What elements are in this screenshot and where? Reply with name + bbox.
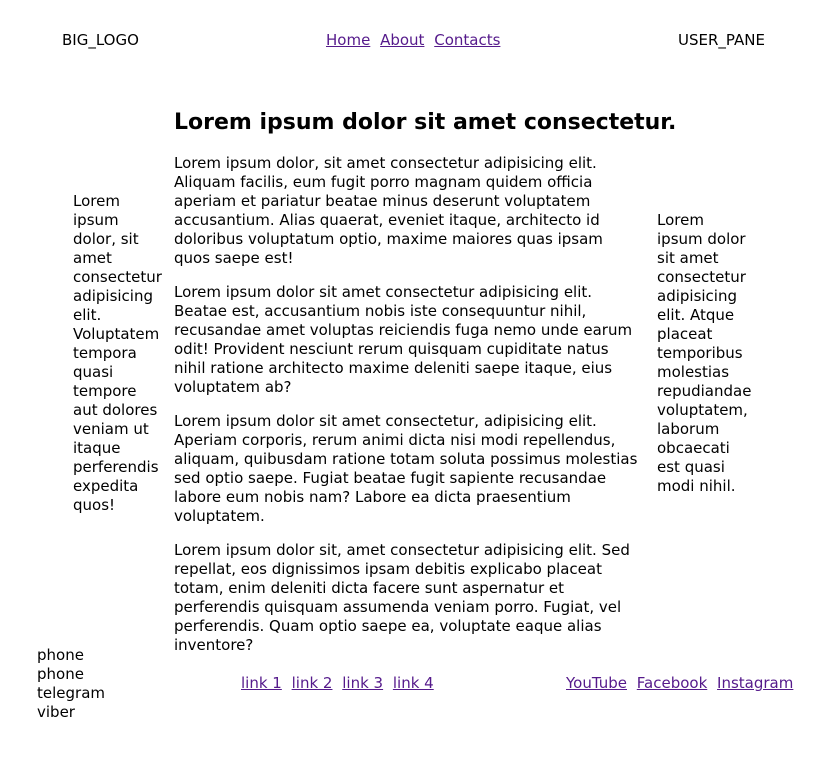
logo: BIG_LOGO bbox=[62, 31, 139, 49]
nav-link-home[interactable]: Home bbox=[326, 31, 371, 49]
main-content bbox=[174, 108, 677, 670]
social-link-youtube[interactable]: YouTube bbox=[566, 674, 627, 692]
contact-telegram: telegram bbox=[37, 684, 105, 702]
nav-link-about[interactable]: About bbox=[380, 31, 425, 49]
paragraph-2: Lorem ipsum dolor sit amet consectetur adipisicing elit. Beatae est, accusantium nobis iste consequuntur nihil, recusandae amet voluptas reiciendis fuga nemo unde earum odit! Provident nesciunt rerum quisquam cupiditate natus nihil ratione architecto maxime deleniti saepe itaque, eius voluptatem ab? bbox=[174, 283, 633, 396]
right-sidebar-text: Lorem ipsum dolor sit amet consectetur adipisicing elit. Atque placeat temporibus molestias repudiandae voluptatem, laborum obcaecati est quasi modi nihil. bbox=[657, 211, 752, 495]
user-pane[interactable]: USER_PANE bbox=[678, 31, 765, 49]
footer-link-3[interactable]: link 3 bbox=[342, 674, 384, 692]
page-title: Lorem ipsum dolor sit amet consectetur. bbox=[174, 110, 677, 135]
footer-link-2[interactable]: link 2 bbox=[291, 674, 333, 692]
social-links bbox=[566, 674, 793, 693]
contact-phone: phone bbox=[37, 646, 84, 664]
footer-contacts bbox=[37, 646, 105, 722]
paragraph-1: Lorem ipsum dolor, sit amet consectetur adipisicing elit. Aliquam facilis, eum fugit porro magnam quidem officia aperiam et pariatur beatae minus deserunt voluptatem accusantium. Alias quaerat, eveniet itaque, architecto id doloribus voluptatum optio, maxime maiores quas ipsam quos saepe est! bbox=[174, 154, 603, 267]
paragraph-4: Lorem ipsum dolor sit, amet consectetur adipisicing elit. Sed repellat, eos dignissimos ipsam debitis explicabo placeat totam, enim deleniti dicta facere sunt aspernatur et perferendis quisquam assumenda veniam porro. Fugiat, vel perferendis. Quam optio saepe ea, voluptate eaque alias inventore? bbox=[174, 541, 630, 654]
social-link-instagram[interactable]: Instagram bbox=[717, 674, 794, 692]
main-nav bbox=[326, 31, 500, 50]
social-link-facebook[interactable]: Facebook bbox=[636, 674, 708, 692]
contact-viber: viber bbox=[37, 703, 75, 721]
paragraph-3: Lorem ipsum dolor sit amet consectetur, adipisicing elit. Aperiam corporis, rerum animi dicta nisi modi repellendus, aliquam, quibusdam ratione totam soluta possimus molestias sed optio saepe. Fugiat beatae fugit sapiente recusandae labore eum nobis nam? Labore ea dicta praesentium voluptatem. bbox=[174, 412, 638, 525]
left-sidebar-text: Lorem ipsum dolor, sit amet consectetur adipisicing elit. Voluptatem tempora quasi tempore aut dolores veniam ut itaque perferendis expedita quos! bbox=[73, 192, 162, 514]
footer-link-4[interactable]: link 4 bbox=[392, 674, 434, 692]
nav-link-contacts[interactable]: Contacts bbox=[434, 31, 501, 49]
contact-phone-2: phone bbox=[37, 665, 84, 683]
footer-links bbox=[241, 674, 434, 693]
footer-link-1[interactable]: link 1 bbox=[241, 674, 282, 692]
